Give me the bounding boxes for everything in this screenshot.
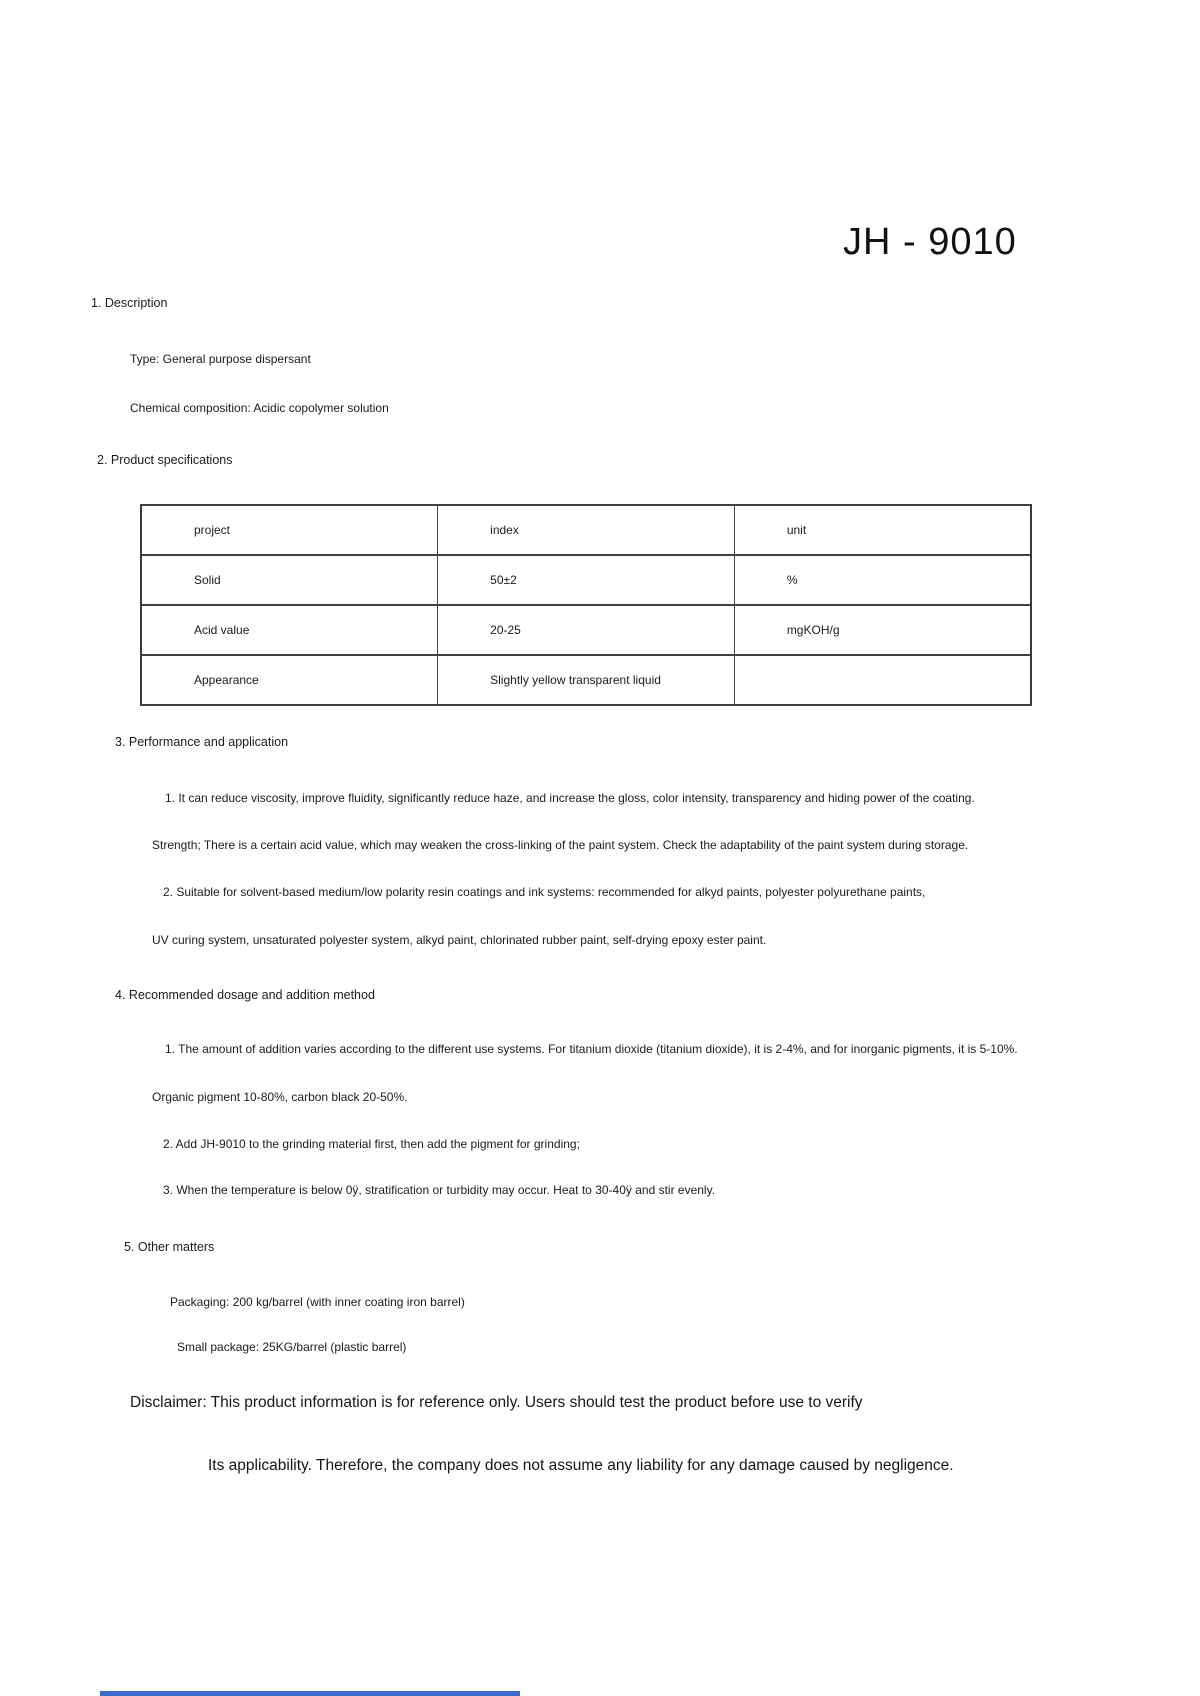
cell-index: Slightly yellow transparent liquid — [438, 655, 735, 705]
packaging-line: Packaging: 200 kg/barrel (with inner coating iron barrel) — [170, 1295, 465, 1309]
table-row — [141, 555, 1031, 605]
performance-line: 1. It can reduce viscosity, improve fluidity, significantly reduce haze, and increase the gloss, color intensity, transparency and hiding power of the coating. — [165, 791, 975, 805]
dosage-line: 1. The amount of addition varies according to the different use systems. For titanium dioxide (titanium dioxide), it is 2-4%, and for inorganic pigments, it is 5-10%. — [165, 1042, 1018, 1056]
cell-unit: mgKOH/g — [734, 605, 1031, 655]
page-title: JH - 9010 — [843, 221, 1017, 263]
section-dosage-heading: 4. Recommended dosage and addition method — [115, 988, 375, 1002]
table-row — [141, 655, 1031, 705]
performance-line: 2. Suitable for solvent-based medium/low polarity resin coatings and ink systems: recommended for alkyd paints, polyester polyurethane paints, — [163, 885, 926, 899]
performance-line: UV curing system, unsaturated polyester system, alkyd paint, chlorinated rubber paint, self-drying epoxy ester paint. — [152, 933, 767, 947]
type-line: Type: General purpose dispersant — [130, 352, 311, 366]
cell-index: 50±2 — [438, 555, 735, 605]
cell-index: 20-25 — [438, 605, 735, 655]
dosage-line: 2. Add JH-9010 to the grinding material first, then add the pigment for grinding; — [163, 1137, 580, 1151]
small-package-line: Small package: 25KG/barrel (plastic barrel) — [177, 1340, 407, 1354]
footer-accent-bar — [100, 1691, 520, 1696]
dosage-line: 3. When the temperature is below 0ÿ, stratification or turbidity may occur. Heat to 30-40ÿ and stir evenly. — [163, 1183, 716, 1197]
composition-line: Chemical composition: Acidic copolymer solution — [130, 401, 389, 415]
spec-table-header-row — [141, 505, 1031, 555]
section-other-matters-heading: 5. Other matters — [124, 1240, 215, 1254]
section-performance-heading: 3. Performance and application — [115, 735, 289, 749]
disclaimer-line-1: Disclaimer: This product information is for reference only. Users should test the product before use to verify — [130, 1394, 863, 1411]
col-header-unit: unit — [734, 505, 1031, 555]
disclaimer-line-2: Its applicability. Therefore, the company does not assume any liability for any damage caused by negligence. — [208, 1457, 954, 1474]
cell-project: Appearance — [141, 655, 438, 705]
cell-project: Solid — [141, 555, 438, 605]
cell-unit: % — [734, 555, 1031, 605]
section-description-heading: 1. Description — [91, 296, 168, 310]
section-specifications-heading: 2. Product specifications — [97, 453, 233, 467]
performance-line: Strength; There is a certain acid value, which may weaken the cross-linking of the paint system. Check the adaptability of the paint system during storage. — [152, 838, 969, 852]
dosage-line: Organic pigment 10-80%, carbon black 20-50%. — [152, 1090, 408, 1104]
table-row — [141, 605, 1031, 655]
col-header-index: index — [438, 505, 735, 555]
cell-unit — [734, 655, 1031, 705]
spec-table — [140, 504, 1032, 706]
col-header-project: project — [141, 505, 438, 555]
cell-project: Acid value — [141, 605, 438, 655]
